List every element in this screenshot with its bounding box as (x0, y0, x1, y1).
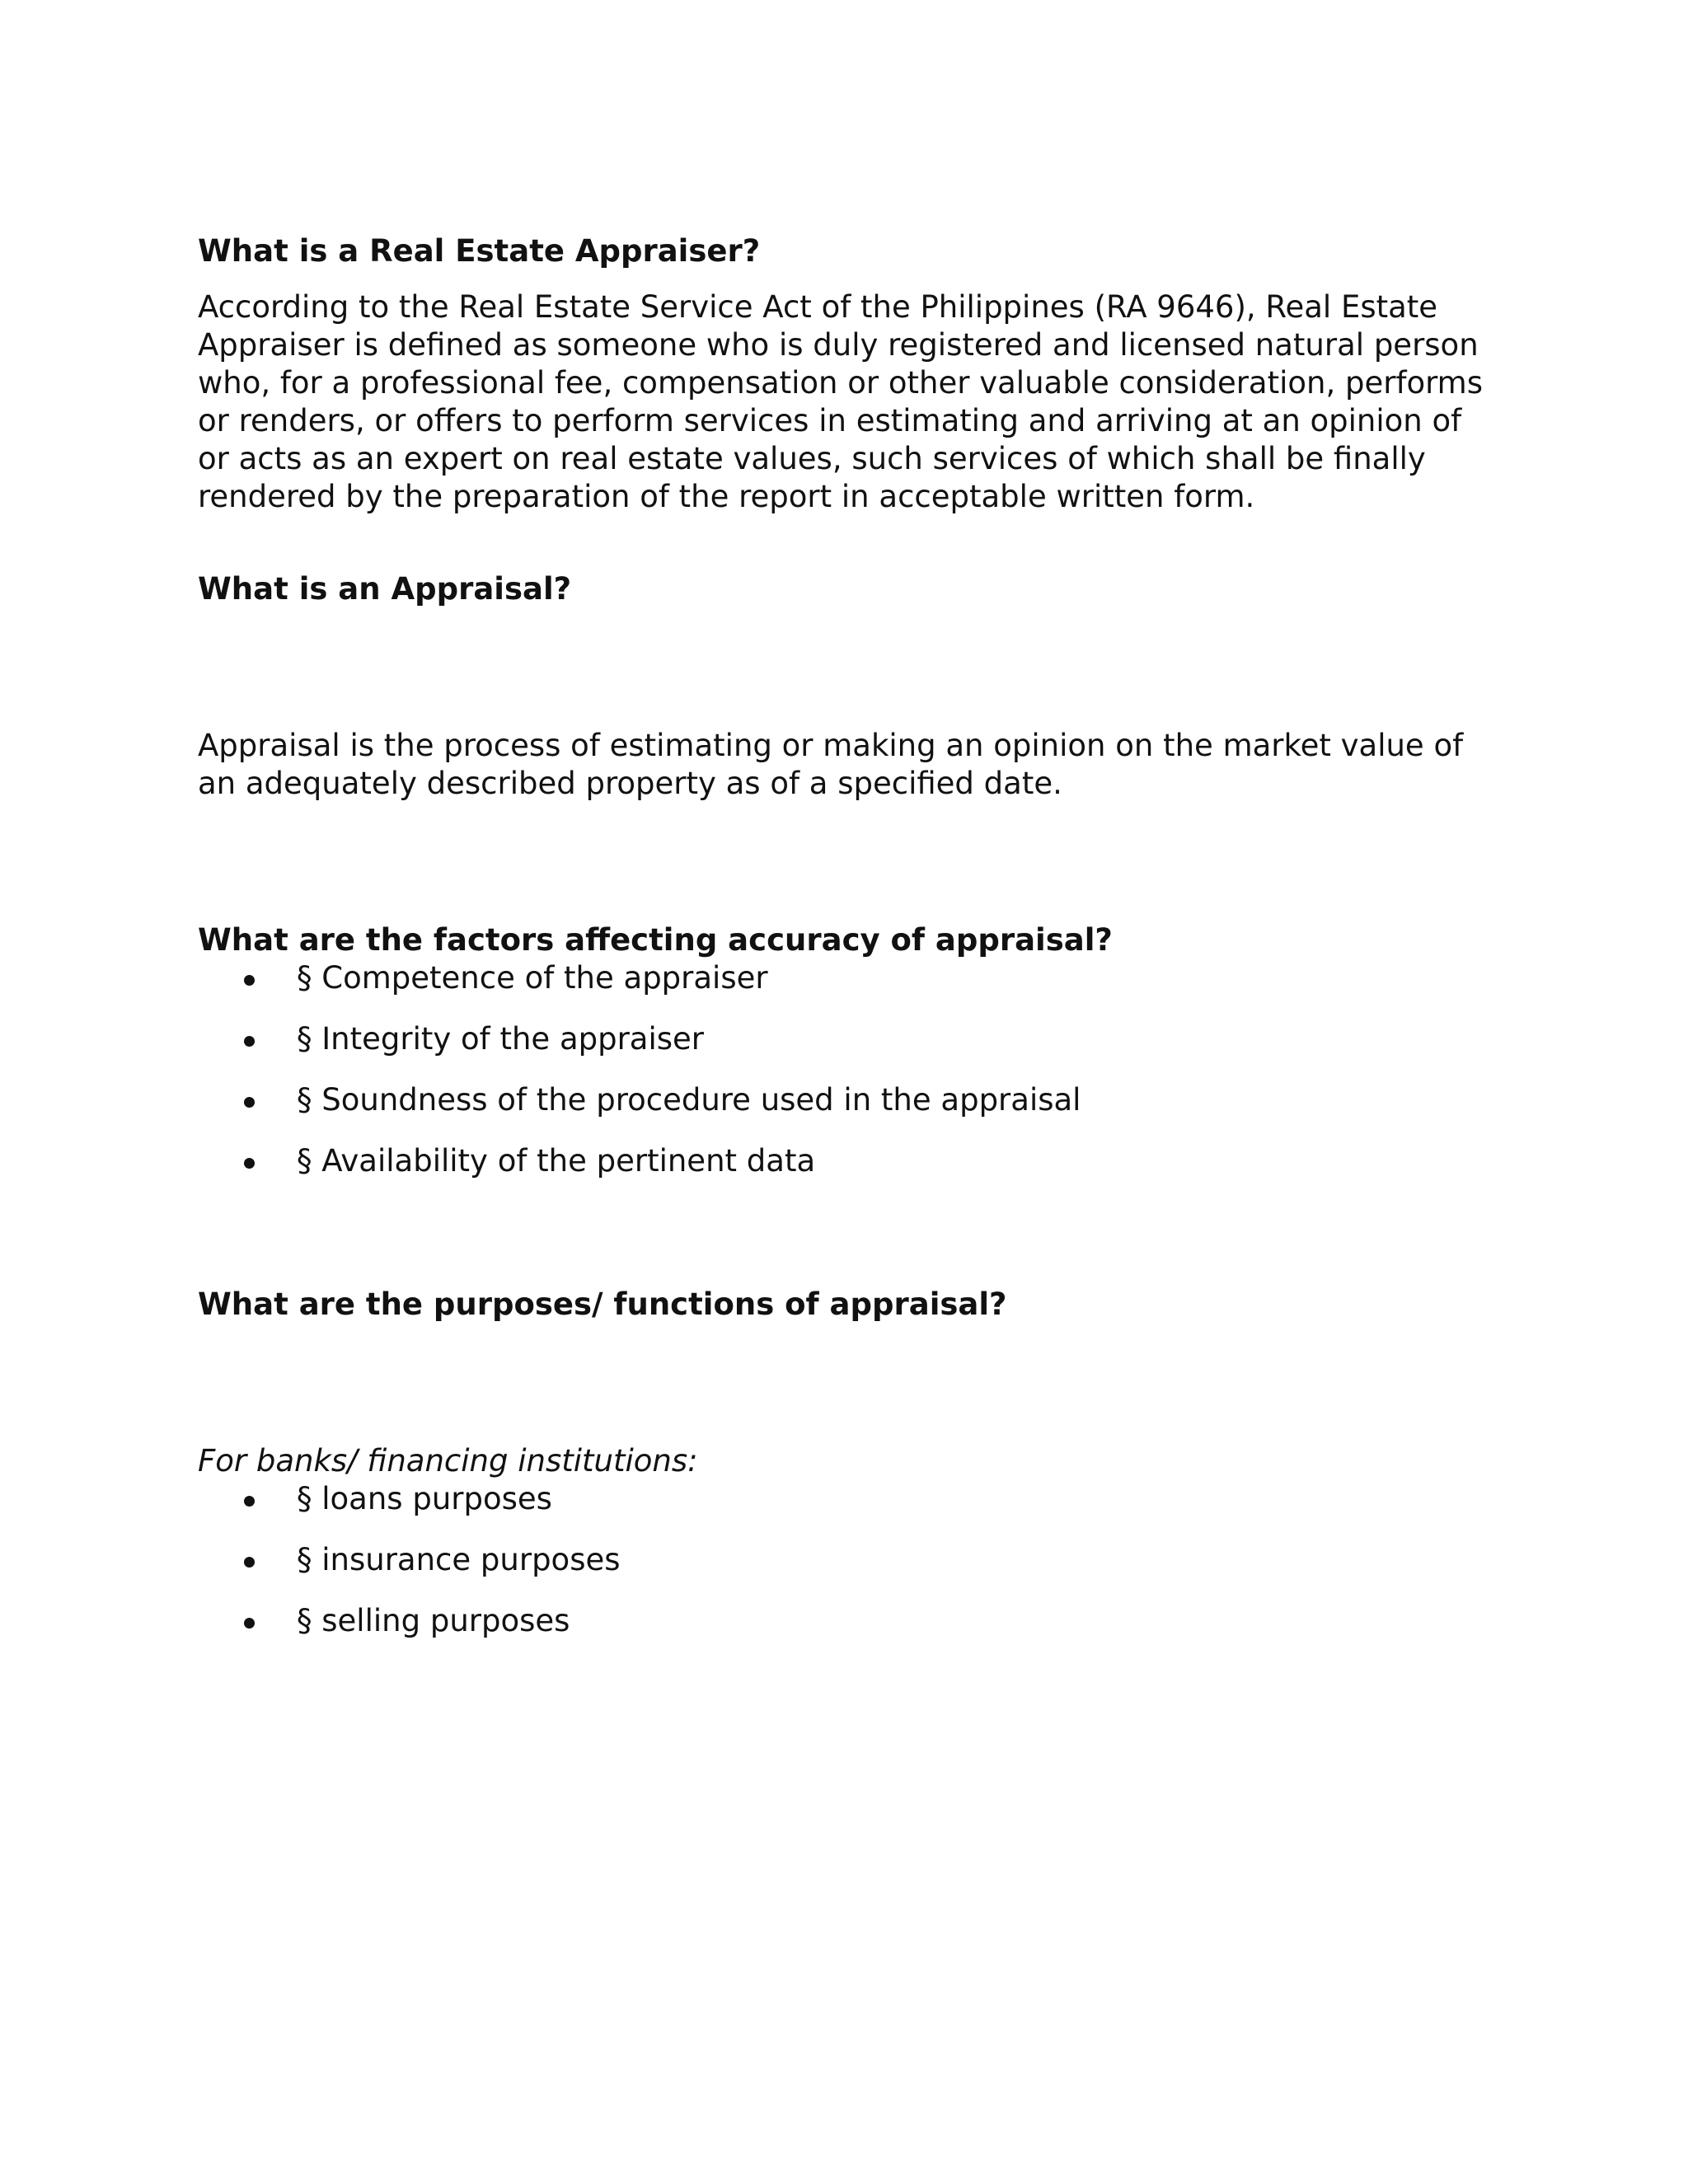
bullet-icon (244, 1496, 255, 1507)
bullet-icon (244, 1618, 255, 1629)
document-content (198, 232, 1484, 1663)
list-item (198, 1602, 1484, 1663)
heading-real-estate-appraiser: What is a Real Estate Appraiser? (198, 233, 761, 269)
list-item (198, 1480, 1484, 1541)
subheading-banks: For banks/ financing institutions: (198, 1443, 698, 1479)
list-item (198, 1020, 1484, 1081)
list-item (198, 1081, 1484, 1142)
list-purposes (198, 1480, 1484, 1663)
list-accuracy-factors (198, 959, 1484, 1203)
list-item-text: § Availability of the pertinent data (297, 1143, 816, 1179)
bullet-icon (244, 1557, 255, 1568)
list-item (198, 959, 1484, 1020)
bullet-icon (244, 1097, 255, 1108)
paragraph-appraisal-definition: Appraisal is the process of estimating or making an opinion on the market value of an adequately described property as of a specified date. (198, 728, 1464, 801)
bullet-icon (244, 1036, 255, 1047)
paragraph-appraiser-definition: According to the Real Estate Service Act of the Philippines (RA 9646), Real Estate Appraiser is defined as someone who is duly registered and licensed natural person who, for a professional fee, compensation or other valuable consideration, performs or renders, or offers to perform services in estimating and arriving at an opinion of or acts as an expert on real estate values, such services of which shall be finally rendered by the preparation of the report in acceptable written form. (198, 289, 1484, 514)
bullet-icon (244, 1158, 255, 1169)
heading-appraisal: What is an Appraisal? (198, 571, 572, 607)
list-item-text: § Integrity of the appraiser (297, 1021, 705, 1057)
list-item (198, 1541, 1484, 1602)
bullet-icon (244, 975, 255, 986)
list-item-text: § selling purposes (297, 1603, 570, 1638)
list-item-text: § loans purposes (297, 1481, 552, 1516)
heading-purposes-functions: What are the purposes/ functions of appraisal? (198, 1286, 1007, 1322)
list-item-text: § insurance purposes (297, 1542, 621, 1577)
heading-accuracy-factors: What are the factors affecting accuracy of appraisal? (198, 922, 1113, 958)
list-item (198, 1142, 1484, 1203)
list-item-text: § Competence of the appraiser (297, 960, 768, 996)
list-item-text: § Soundness of the procedure used in the appraisal (297, 1082, 1081, 1118)
